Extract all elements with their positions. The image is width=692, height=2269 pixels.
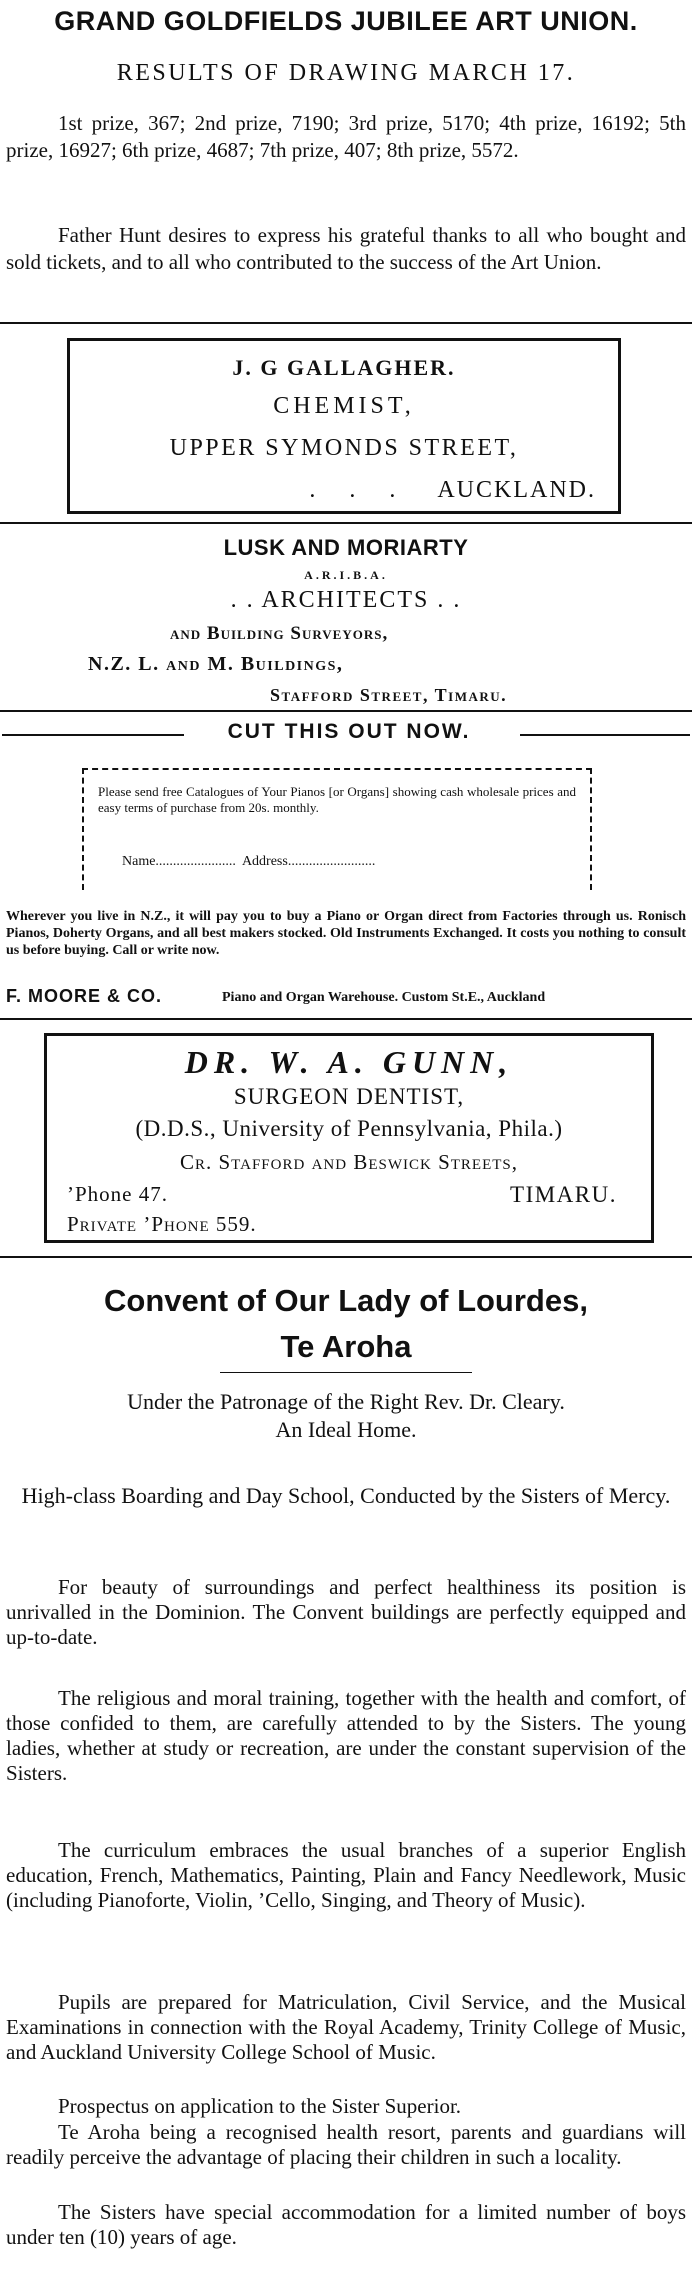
gunn-name: DR. W. A. GUNN,	[184, 1044, 514, 1080]
convent-title-line-2: Te Aroha	[280, 1329, 412, 1364]
coupon-border-top	[82, 768, 592, 770]
gunn-phone: ’Phone 47.	[67, 1182, 168, 1206]
catalogue-order-coupon	[82, 768, 592, 890]
gallagher-chemist-ad	[67, 338, 621, 514]
coupon-address-field: Address.........................	[241, 854, 376, 869]
lusk-qualification: A.R.I.B.A.	[304, 568, 388, 582]
convent-paragraph: Te Aroha being a recognised health resort, parents and guardians will readily perceive the advantage of placing their children in such a locality.	[6, 2120, 686, 2169]
convent-title-line-1: Convent of Our Lady of Lourdes,	[104, 1283, 588, 1318]
convent-paragraph: The Sisters have special accommodation for a limited number of boys under ten (10) years of age.	[6, 2200, 686, 2249]
coupon-name-field: Name.......................	[122, 854, 236, 869]
convent-paragraph: For beauty of surroundings and perfect healthiness its position is unrivalled in the Dominion. The Convent buildings are perfectly equipped and up-to-date.	[6, 1575, 686, 1649]
cut-this-out-row	[0, 720, 692, 750]
gallagher-street: UPPER SYMONDS STREET,	[169, 435, 519, 461]
convent-school-description: High-class Boarding and Day School, Conducted by the Sisters of Mercy.	[21, 1483, 671, 1508]
art-union-subtitle: RESULTS OF DRAWING MARCH 17.	[116, 60, 576, 86]
short-rule	[220, 1372, 472, 1373]
patronage-line: Under the Patronage of the Right Rev. Dr. Cleary.	[127, 1389, 565, 1414]
cut-line-left	[2, 734, 184, 736]
gunn-town: TIMARU.	[510, 1182, 617, 1207]
moore-advertisement-text: Wherever you live in N.Z., it will pay you to buy a Piano or Organ direct from Factories through us. Ronisch Pianos, Doherty Organs, and all best makers stocked. Old Instruments Exchanged. It costs you nothing to consult us before buying. Call or write now.	[6, 909, 686, 958]
convent-paragraph: The curriculum embraces the usual branches of a superior English education, French, Mathematics, Painting, Plain and Fancy Needlework, Music (including Pianoforte, Violin, ’Cello, Singing, and Theory of Music).	[6, 1838, 686, 1912]
gallagher-city: AUCKLAND.	[437, 477, 596, 503]
convent-paragraph: Pupils are prepared for Matriculation, Civil Service, and the Musical Examinations in connection with the Royal Academy, Trinity College of Music, and Auckland University College School of Music.	[6, 1990, 686, 2064]
ideal-home-line: An Ideal Home.	[275, 1417, 417, 1442]
art-union-title: GRAND GOLDFIELDS JUBILEE ART UNION.	[54, 6, 638, 36]
lusk-surveyors: and Building Surveyors,	[170, 623, 389, 644]
divider	[0, 710, 692, 712]
dr-gunn-dentist-ad	[44, 1033, 654, 1243]
coupon-border-left	[82, 768, 84, 890]
gunn-address: Cr. Stafford and Beswick Streets,	[179, 1150, 518, 1174]
lusk-buildings: N.Z. L. and M. Buildings,	[88, 653, 344, 675]
coupon-request-text: Please send free Catalogues of Your Pianos [or Organs] showing cash wholesale prices and easy terms of purchase from 20s. monthly.	[98, 784, 576, 815]
moore-company-description: Piano and Organ Warehouse. Custom St.E., Auckland	[222, 990, 546, 1005]
divider	[0, 1256, 692, 1258]
divider	[0, 1018, 692, 1020]
divider	[0, 522, 692, 524]
divider	[0, 322, 692, 324]
convent-paragraph: The religious and moral training, together with the health and comfort, of those confided to them, are carefully attended to by the Sisters. The young ladies, whether at study or recreation, are under the constant supervision of the Sisters.	[6, 1686, 686, 1785]
convent-title	[0, 1278, 692, 1370]
coupon-fields	[122, 854, 582, 870]
lusk-address: Stafford Street, Timaru.	[270, 685, 508, 705]
gunn-degree: (D.D.S., University of Pennsylvania, Phila.)	[135, 1116, 563, 1141]
convent-patronage	[0, 1388, 692, 1444]
gallagher-city-line	[309, 477, 596, 504]
prize-results: 1st prize, 367; 2nd prize, 7190; 3rd prize, 5170; 4th prize, 16192; 5th prize, 16927; 6th prize, 4687; 7th prize, 407; 8th prize, 5572.	[6, 111, 686, 162]
cut-this-out-label: CUT THIS OUT NOW.	[227, 720, 471, 743]
lusk-profession: . . ARCHITECTS . .	[230, 587, 462, 613]
thanks-paragraph: Father Hunt desires to express his grateful thanks to all who bought and sold tickets, and to all who contributed to the success of the Art Union.	[6, 223, 686, 274]
cut-line-right	[520, 734, 690, 736]
gunn-private-phone: Private ’Phone 559.	[67, 1212, 257, 1236]
lusk-name: LUSK AND MORIARTY	[223, 535, 469, 560]
coupon-border-right	[590, 768, 592, 890]
convent-paragraph: Prospectus on application to the Sister Superior.	[58, 2094, 462, 2118]
gunn-title: SURGEON DENTIST,	[233, 1084, 465, 1109]
gallagher-dots: . . .	[309, 477, 410, 503]
gallagher-name: J. G GALLAGHER.	[232, 355, 456, 380]
moore-company-name: F. MOORE & CO.	[6, 986, 163, 1006]
gallagher-trade: CHEMIST,	[273, 393, 415, 419]
